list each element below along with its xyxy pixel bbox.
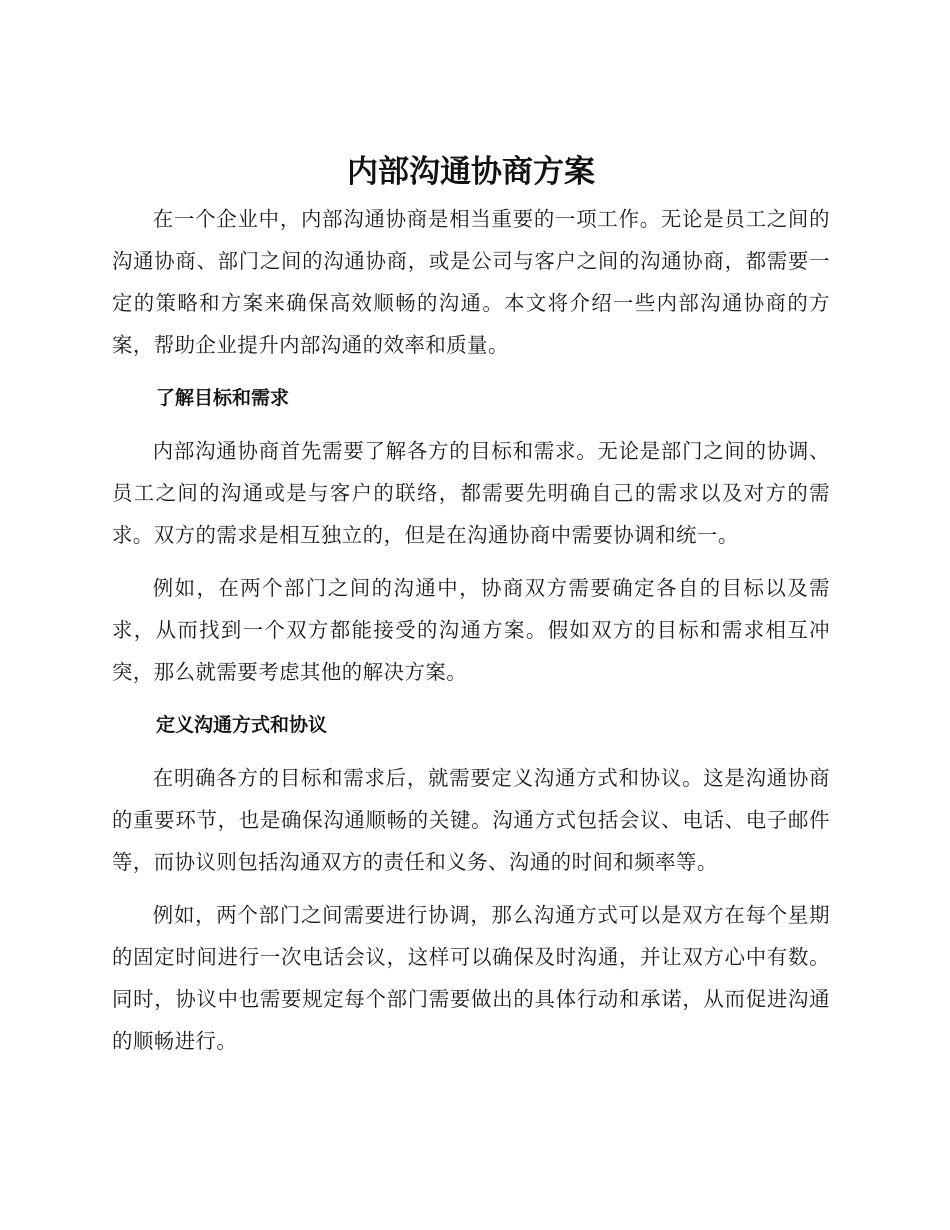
section-heading-protocol: 定义沟通方式和协议 <box>156 714 328 736</box>
section-2-paragraph-1: 在明确各方的目标和需求后，就需要定义沟通方式和协议。这是沟通协商的重要环节，也是确保沟通顺畅的关键。沟通方式包括会议、电话、电子邮件等，而协议则包括沟通双方的责任和义务、沟通的时间和频率等。 <box>112 766 830 874</box>
section-1-paragraph-1: 内部沟通协商首先需要了解各方的目标和需求。无论是部门之间的协调、员工之间的沟通或是与客户的联络，都需要先明确自己的需求以及对方的需求。双方的需求是相互独立的，但是在沟通协商中需要协调和统一。 <box>112 439 830 547</box>
section-1-paragraph-2: 例如，在两个部门之间的沟通中，协商双方需要确定各自的目标以及需求，从而找到一个双方都能接受的沟通方案。假如双方的目标和需求相互冲突，那么就需要考虑其他的解决方案。 <box>112 576 830 684</box>
document-page <box>112 150 830 1062</box>
intro-paragraph: 在一个企业中，内部沟通协商是相当重要的一项工作。无论是员工之间的沟通协商、部门之间的沟通协商，或是公司与客户之间的沟通协商，都需要一定的策略和方案来确保高效顺畅的沟通。本文将介绍一些内部沟通协商的方案，帮助企业提升内部沟通的效率和质量。 <box>112 207 830 357</box>
section-heading-goals: 了解目标和需求 <box>156 387 290 409</box>
document-title: 内部沟通协商方案 <box>347 154 595 190</box>
section-2-paragraph-2: 例如，两个部门之间需要进行协调，那么沟通方式可以是双方在每个星期的固定时间进行一次电话会议，这样可以确保及时沟通，并让双方心中有数。同时，协议中也需要规定每个部门需要做出的具体行动和承诺，从而促进沟通的顺畅进行。 <box>112 903 830 1053</box>
